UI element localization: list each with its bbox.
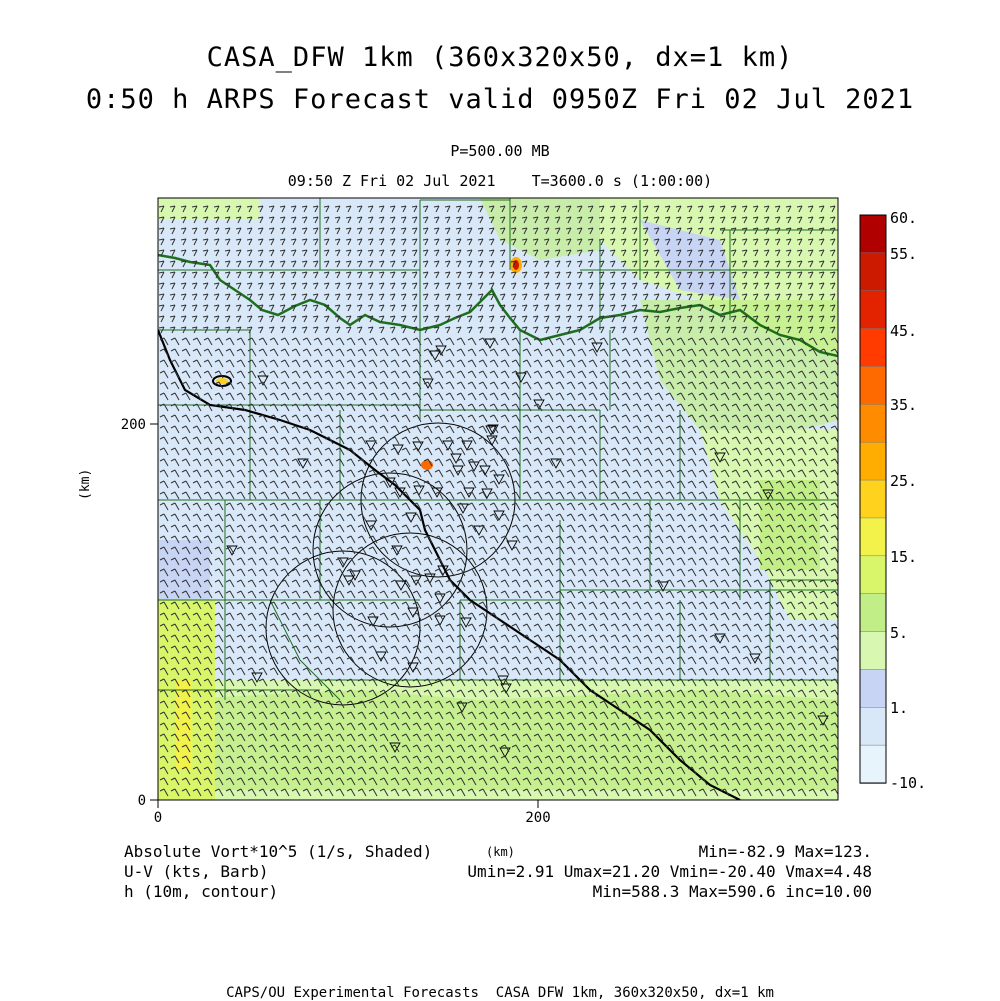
colorbar: [860, 215, 886, 784]
colorbar-swatch: [860, 480, 886, 518]
colorbar-label: 35.: [890, 396, 918, 414]
title-line-1: CASA_DFW 1km (360x320x50, dx=1 km): [206, 42, 794, 73]
colorbar-swatch: [860, 291, 886, 329]
colorbar-label: 45.: [890, 322, 918, 340]
valid-time-line: 09:50 Z Fri 02 Jul 2021 T=3600.0 s (1:00:00): [287, 172, 713, 190]
stats-height: Min=588.3 Max=590.6 inc=10.00: [592, 882, 872, 901]
legend-field-height: h (10m, contour): [124, 882, 279, 901]
colorbar-label: 55.: [890, 245, 918, 263]
legend-field-vorticity: Absolute Vort*10^5 (1/s, Shaded): [124, 842, 433, 861]
colorbar-swatch: [860, 366, 886, 404]
colorbar-swatch: [860, 253, 886, 291]
y-tick-0: 0: [137, 793, 146, 809]
y-tick-200: 200: [120, 417, 146, 433]
colorbar-swatch: [860, 518, 886, 556]
x-tick-200: 200: [525, 810, 551, 826]
x-tick-0: 0: [153, 810, 163, 826]
colorbar-label: 15.: [890, 548, 918, 566]
footer-credit: CAPS/OU Experimental Forecasts CASA DFW 1km, 360x320x50, dx=1 km: [226, 985, 774, 1001]
colorbar-swatch: [860, 442, 886, 480]
colorbar-swatch: [860, 556, 886, 594]
colorbar-swatch: [860, 669, 886, 707]
stats-wind: Umin=2.91 Umax=21.20 Vmin=-20.40 Vmax=4.48: [467, 862, 872, 881]
colorbar-swatch: [860, 707, 886, 745]
colorbar-label: 60.: [890, 209, 918, 227]
plot-area: [158, 198, 840, 800]
y-axis-label: (km): [78, 468, 93, 500]
stats-vorticity: Min=-82.9 Max=123.: [698, 842, 872, 861]
colorbar-label: 25.: [890, 472, 918, 490]
legend-field-wind: U-V (kts, Barb): [124, 862, 269, 881]
colorbar-swatch: [860, 215, 886, 253]
colorbar-swatch: [860, 404, 886, 442]
vort-band-south-inner: [158, 690, 840, 790]
colorbar-swatch: [860, 745, 886, 783]
colorbar-label: 1.: [890, 699, 909, 717]
pressure-level: P=500.00 MB: [450, 142, 550, 160]
title-line-2: 0:50 h ARPS Forecast valid 0950Z Fri 02 Jul 2021: [85, 84, 915, 115]
colorbar-swatch: [860, 594, 886, 632]
colorbar-swatch: [860, 632, 886, 670]
colorbar-label: 5.: [890, 624, 909, 642]
colorbar-label: -10.: [890, 774, 927, 792]
colorbar-swatch: [860, 329, 886, 367]
x-axis-label: (km): [486, 845, 515, 859]
